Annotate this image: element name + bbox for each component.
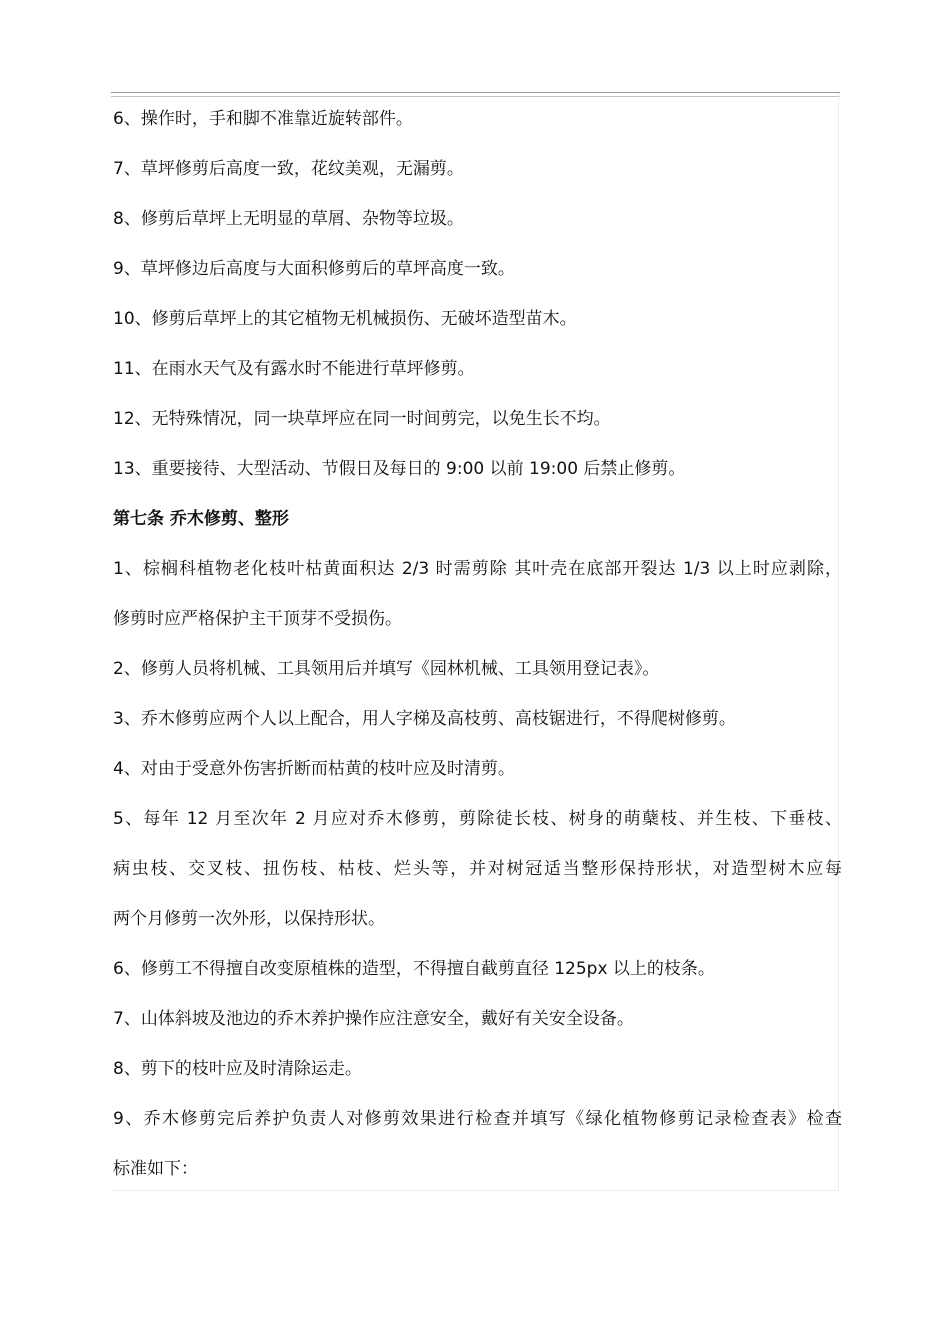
tree-item-1-palm-cont: 修剪时应严格保护主干顶芽不受损伤。 bbox=[113, 609, 402, 629]
tree-item-7-safety: 7、山体斜坡及池边的乔木养护操作应注意安全，戴好有关安全设备。 bbox=[113, 1009, 634, 1029]
tree-item-4-broken: 4、对由于受意外伤害折断而枯黄的枝叶应及时清剪。 bbox=[113, 759, 515, 779]
tree-item-2-tools: 2、修剪人员将机械、工具领用后并填写《园林机械、工具领用登记表》。 bbox=[113, 659, 660, 679]
tree-item-5-schedule-cont: 病虫枝、交叉枝、扭伤枝、枯枝、烂头等，并对树冠适当整形保持形状，对造型树木应每 bbox=[113, 859, 842, 879]
tree-item-6-shape: 6、修剪工不得擅自改变原植株的造型，不得擅自截剪直径 125px 以上的枝条。 bbox=[113, 959, 715, 979]
tree-item-8-cleanup: 8、剪下的枝叶应及时清除运走。 bbox=[113, 1059, 362, 1079]
item-13-time-restriction: 13、重要接待、大型活动、节假日及每日的 9:00 以前 19:00 后禁止修剪。 bbox=[113, 459, 686, 479]
tree-item-5-schedule-end: 两个月修剪一次外形，以保持形状。 bbox=[113, 909, 385, 929]
item-9-lawn-edging: 9、草坪修边后高度与大面积修剪后的草坪高度一致。 bbox=[113, 259, 515, 279]
tree-item-9-inspection-end: 标准如下： bbox=[113, 1159, 198, 1179]
tree-item-5-schedule: 5、每年 12 月至次年 2 月应对乔木修剪，剪除徒长枝、树身的萌蘖枝、并生枝、下垂枝、 bbox=[113, 809, 842, 829]
tree-item-1-palm: 1、棕榈科植物老化枝叶枯黄面积达 2/3 时需剪除 其叶壳在底部开裂达 1/3 以上时应剥除， bbox=[113, 559, 842, 579]
item-7-lawn-height: 7、草坪修剪后高度一致，花纹美观，无漏剪。 bbox=[113, 159, 464, 179]
document-body bbox=[113, 94, 842, 1194]
item-6-operation-safety: 6、操作时，手和脚不准靠近旋转部件。 bbox=[113, 109, 413, 129]
tree-item-9-inspection: 9、乔木修剪完后养护负责人对修剪效果进行检查并填写《绿化植物修剪记录检查表》检查 bbox=[113, 1109, 842, 1129]
tree-item-3-teamwork: 3、乔木修剪应两个人以上配合，用人字梯及高枝剪、高枝锯进行，不得爬树修剪。 bbox=[113, 709, 736, 729]
item-10-plant-damage: 10、修剪后草坪上的其它植物无机械损伤、无破坏造型苗木。 bbox=[113, 309, 577, 329]
item-11-weather: 11、在雨水天气及有露水时不能进行草坪修剪。 bbox=[113, 359, 475, 379]
item-8-lawn-debris: 8、修剪后草坪上无明显的草屑、杂物等垃圾。 bbox=[113, 209, 464, 229]
section-heading: 第七条 乔木修剪、整形 bbox=[113, 509, 289, 529]
item-12-same-time: 12、无特殊情况，同一块草坪应在同一时间剪完，以免生长不均。 bbox=[113, 409, 611, 429]
